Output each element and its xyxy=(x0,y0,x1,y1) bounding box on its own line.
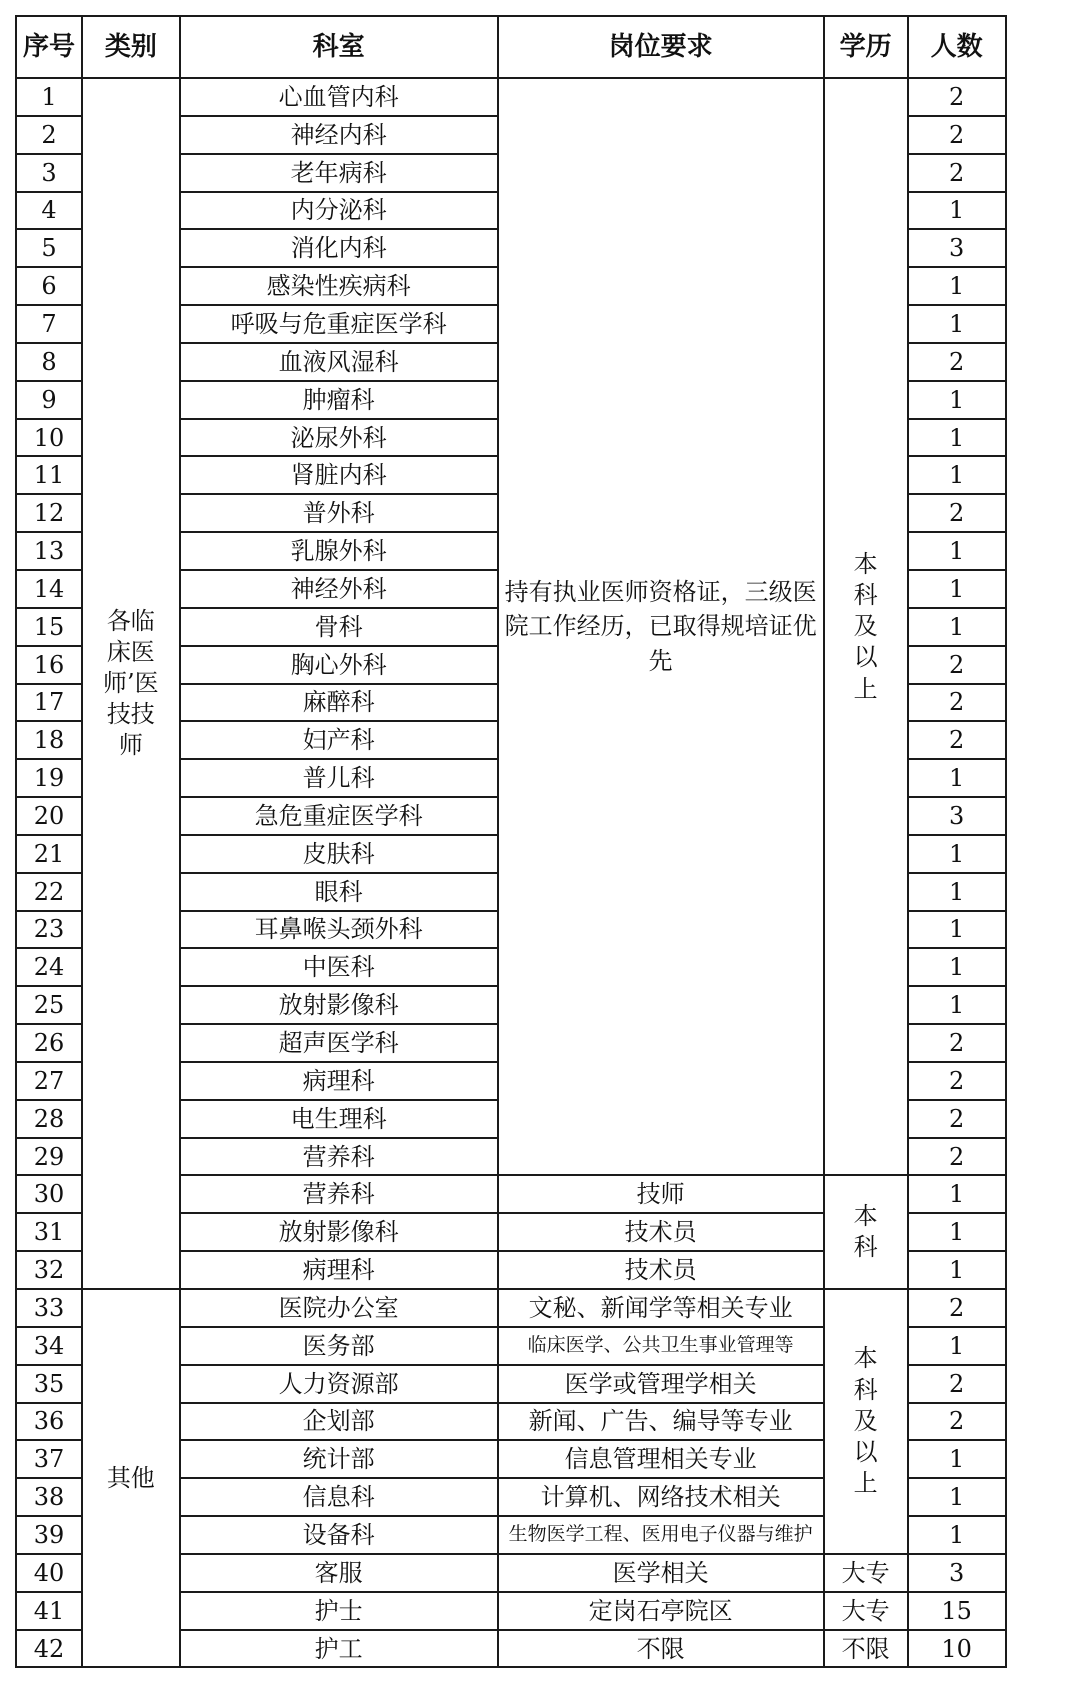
row-requirement: 医学或管理学相关 xyxy=(498,1365,824,1403)
row-count: 1 xyxy=(908,305,1006,343)
row-no: 38 xyxy=(16,1478,82,1516)
row-requirement: 技术员 xyxy=(498,1251,824,1289)
row-no: 15 xyxy=(16,608,82,646)
row-count: 2 xyxy=(908,1138,1006,1176)
header-no: 序号 xyxy=(16,16,82,78)
row-no: 25 xyxy=(16,986,82,1024)
row-no: 37 xyxy=(16,1440,82,1478)
row-no: 11 xyxy=(16,456,82,494)
row-count: 1 xyxy=(908,456,1006,494)
row-count: 2 xyxy=(908,1365,1006,1403)
row-count: 3 xyxy=(908,1554,1006,1592)
category-clinical: 各临床医师’医技技师 xyxy=(82,78,180,1289)
row-no: 17 xyxy=(16,684,82,722)
row-no: 41 xyxy=(16,1592,82,1630)
row-no: 1 xyxy=(16,78,82,116)
row-count: 10 xyxy=(908,1630,1006,1668)
row-count: 1 xyxy=(908,267,1006,305)
row-dept: 消化内科 xyxy=(180,229,498,267)
row-dept: 呼吸与危重症医学科 xyxy=(180,305,498,343)
row-requirement: 信息管理相关专业 xyxy=(498,1440,824,1478)
row-count: 1 xyxy=(908,948,1006,986)
row-no: 23 xyxy=(16,911,82,949)
row-no: 34 xyxy=(16,1327,82,1365)
row-dept: 普儿科 xyxy=(180,759,498,797)
row-no: 28 xyxy=(16,1100,82,1138)
row-requirement: 文秘、新闻学等相关专业 xyxy=(498,1289,824,1327)
row-dept: 人力资源部 xyxy=(180,1365,498,1403)
row-dept: 神经外科 xyxy=(180,570,498,608)
row-requirement: 不限 xyxy=(498,1630,824,1668)
row-no: 12 xyxy=(16,494,82,532)
row-no: 36 xyxy=(16,1403,82,1441)
row-dept: 病理科 xyxy=(180,1062,498,1100)
row-dept: 统计部 xyxy=(180,1440,498,1478)
education-bachelor-plus: 本科及以上 xyxy=(824,78,908,1175)
row-dept: 医务部 xyxy=(180,1327,498,1365)
row-no: 5 xyxy=(16,229,82,267)
education-bachelor: 本科 xyxy=(824,1175,908,1289)
header-count: 人数 xyxy=(908,16,1006,78)
row-count: 1 xyxy=(908,1251,1006,1289)
row-dept: 眼科 xyxy=(180,873,498,911)
row-count: 2 xyxy=(908,1289,1006,1327)
row-count: 2 xyxy=(908,154,1006,192)
row-count: 3 xyxy=(908,229,1006,267)
row-no: 27 xyxy=(16,1062,82,1100)
row-dept: 信息科 xyxy=(180,1478,498,1516)
row-count: 1 xyxy=(908,570,1006,608)
row-dept: 麻醉科 xyxy=(180,684,498,722)
row-no: 14 xyxy=(16,570,82,608)
row-no: 31 xyxy=(16,1213,82,1251)
row-education: 大专 xyxy=(824,1592,908,1630)
row-no: 40 xyxy=(16,1554,82,1592)
row-requirement: 生物医学工程、医用电子仪器与维护 xyxy=(498,1516,824,1554)
row-dept: 企划部 xyxy=(180,1403,498,1441)
row-count: 1 xyxy=(908,759,1006,797)
row-requirement: 医学相关 xyxy=(498,1554,824,1592)
row-dept: 病理科 xyxy=(180,1251,498,1289)
row-no: 24 xyxy=(16,948,82,986)
row-dept: 急危重症医学科 xyxy=(180,797,498,835)
row-count: 2 xyxy=(908,1403,1006,1441)
row-count: 1 xyxy=(908,1327,1006,1365)
row-requirement: 新闻、广告、编导等专业 xyxy=(498,1403,824,1441)
row-dept: 肿瘤科 xyxy=(180,381,498,419)
row-count: 1 xyxy=(908,1440,1006,1478)
row-no: 32 xyxy=(16,1251,82,1289)
row-no: 9 xyxy=(16,381,82,419)
row-count: 1 xyxy=(908,911,1006,949)
row-no: 35 xyxy=(16,1365,82,1403)
row-requirement: 定岗石亭院区 xyxy=(498,1592,824,1630)
row-count: 2 xyxy=(908,1100,1006,1138)
row-count: 2 xyxy=(908,116,1006,154)
row-dept: 客服 xyxy=(180,1554,498,1592)
row-no: 42 xyxy=(16,1630,82,1668)
row-no: 33 xyxy=(16,1289,82,1327)
row-no: 29 xyxy=(16,1138,82,1176)
row-education: 大专 xyxy=(824,1554,908,1592)
recruitment-table-container xyxy=(15,15,1007,1668)
row-count: 1 xyxy=(908,192,1006,230)
row-dept: 血液风湿科 xyxy=(180,343,498,381)
row-requirement: 技术员 xyxy=(498,1213,824,1251)
row-dept: 妇产科 xyxy=(180,721,498,759)
row-dept: 设备科 xyxy=(180,1516,498,1554)
row-dept: 老年病科 xyxy=(180,154,498,192)
row-count: 1 xyxy=(908,1478,1006,1516)
row-count: 15 xyxy=(908,1592,1006,1630)
row-count: 3 xyxy=(908,797,1006,835)
row-dept: 感染性疾病科 xyxy=(180,267,498,305)
row-no: 3 xyxy=(16,154,82,192)
row-dept: 胸心外科 xyxy=(180,646,498,684)
header-requirement: 岗位要求 xyxy=(498,16,824,78)
row-count: 2 xyxy=(908,1024,1006,1062)
row-count: 1 xyxy=(908,835,1006,873)
row-no: 26 xyxy=(16,1024,82,1062)
row-count: 1 xyxy=(908,986,1006,1024)
row-dept: 普外科 xyxy=(180,494,498,532)
row-dept: 中医科 xyxy=(180,948,498,986)
row-no: 6 xyxy=(16,267,82,305)
row-requirement: 技师 xyxy=(498,1175,824,1213)
row-no: 20 xyxy=(16,797,82,835)
row-count: 1 xyxy=(908,1213,1006,1251)
table-header-row xyxy=(16,16,1006,78)
table-row xyxy=(16,78,1006,116)
row-count: 1 xyxy=(908,873,1006,911)
row-dept: 电生理科 xyxy=(180,1100,498,1138)
row-no: 30 xyxy=(16,1175,82,1213)
row-count: 1 xyxy=(908,532,1006,570)
row-dept: 乳腺外科 xyxy=(180,532,498,570)
row-dept: 营养科 xyxy=(180,1138,498,1176)
row-no: 19 xyxy=(16,759,82,797)
row-requirement: 临床医学、公共卫生事业管理等 xyxy=(498,1327,824,1365)
row-requirement: 计算机、网络技术相关 xyxy=(498,1478,824,1516)
row-no: 4 xyxy=(16,192,82,230)
row-no: 2 xyxy=(16,116,82,154)
row-dept: 泌尿外科 xyxy=(180,419,498,457)
row-no: 7 xyxy=(16,305,82,343)
row-no: 16 xyxy=(16,646,82,684)
row-count: 1 xyxy=(908,1516,1006,1554)
row-count: 2 xyxy=(908,494,1006,532)
row-count: 1 xyxy=(908,608,1006,646)
row-dept: 放射影像科 xyxy=(180,1213,498,1251)
row-count: 2 xyxy=(908,343,1006,381)
row-no: 13 xyxy=(16,532,82,570)
row-dept: 神经内科 xyxy=(180,116,498,154)
row-dept: 骨科 xyxy=(180,608,498,646)
row-count: 2 xyxy=(908,78,1006,116)
requirement-doctor: 持有执业医师资格证，三级医院工作经历，已取得规培证优先 xyxy=(498,78,824,1175)
row-education: 不限 xyxy=(824,1630,908,1668)
row-no: 39 xyxy=(16,1516,82,1554)
row-no: 22 xyxy=(16,873,82,911)
row-count: 2 xyxy=(908,1062,1006,1100)
header-dept: 科室 xyxy=(180,16,498,78)
row-count: 2 xyxy=(908,646,1006,684)
row-no: 18 xyxy=(16,721,82,759)
category-other: 其他 xyxy=(82,1289,180,1667)
row-count: 1 xyxy=(908,419,1006,457)
row-count: 2 xyxy=(908,721,1006,759)
row-dept: 皮肤科 xyxy=(180,835,498,873)
row-no: 8 xyxy=(16,343,82,381)
row-dept: 营养科 xyxy=(180,1175,498,1213)
recruitment-table xyxy=(15,15,1007,1668)
row-dept: 肾脏内科 xyxy=(180,456,498,494)
row-no: 21 xyxy=(16,835,82,873)
row-dept: 医院办公室 xyxy=(180,1289,498,1327)
row-dept: 内分泌科 xyxy=(180,192,498,230)
row-dept: 超声医学科 xyxy=(180,1024,498,1062)
header-education: 学历 xyxy=(824,16,908,78)
header-category: 类别 xyxy=(82,16,180,78)
row-dept: 耳鼻喉头颈外科 xyxy=(180,911,498,949)
row-count: 2 xyxy=(908,684,1006,722)
row-count: 1 xyxy=(908,1175,1006,1213)
row-no: 10 xyxy=(16,419,82,457)
row-dept: 护工 xyxy=(180,1630,498,1668)
education-bachelor-plus-2: 本科及以上 xyxy=(824,1289,908,1554)
row-count: 1 xyxy=(908,381,1006,419)
row-dept: 放射影像科 xyxy=(180,986,498,1024)
row-dept: 心血管内科 xyxy=(180,78,498,116)
row-dept: 护士 xyxy=(180,1592,498,1630)
table-row xyxy=(16,1289,1006,1327)
